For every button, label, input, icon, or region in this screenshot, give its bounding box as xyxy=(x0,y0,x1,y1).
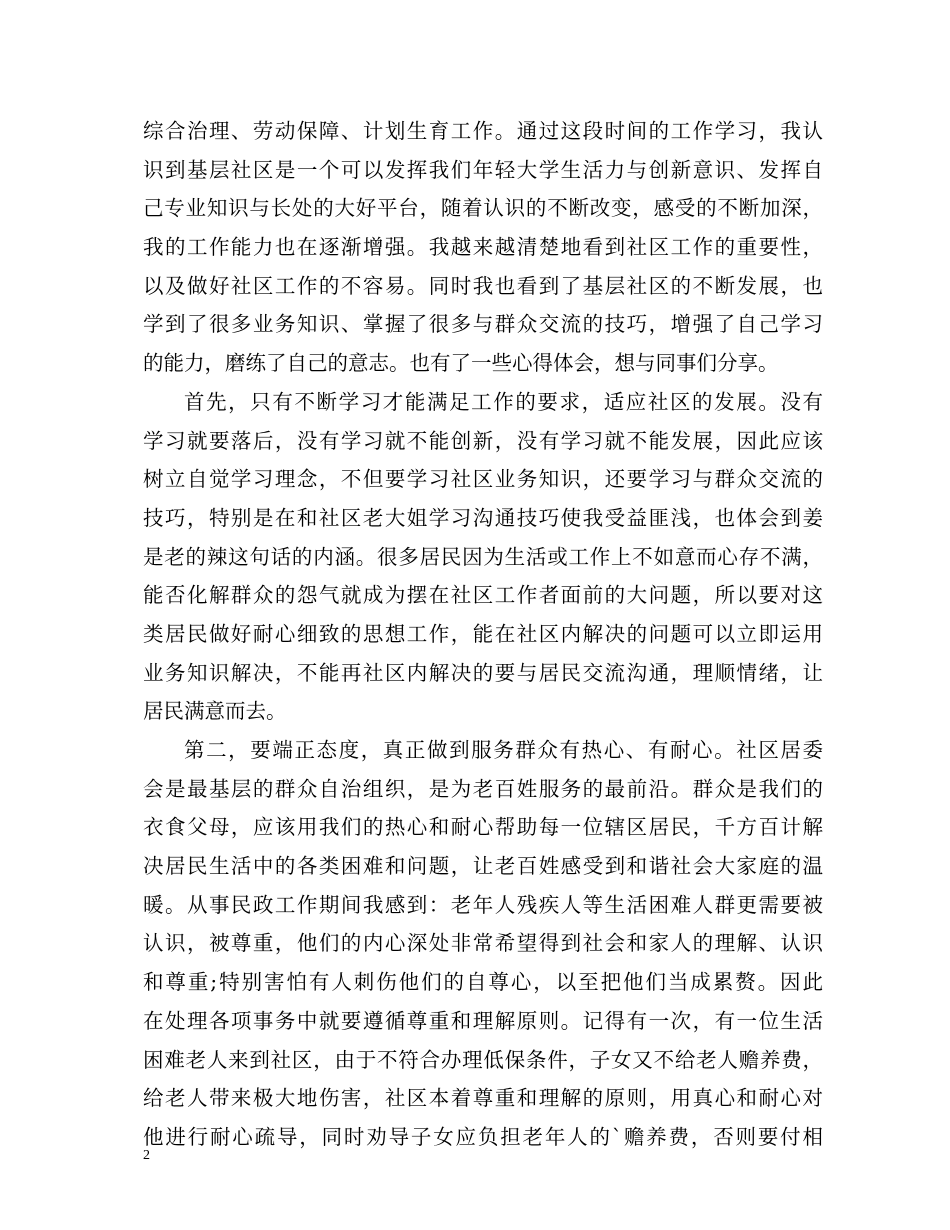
text-line: 能否化解群众的怨气就成为摆在社区工作者面前的大问题，所以要对这 xyxy=(143,583,823,608)
text-line: 己专业知识与长处的大好平台，随着认识的不断改变，感受的不断加深， xyxy=(143,196,823,221)
text-line: 认识，被尊重，他们的内心深处非常希望得到社会和家人的理解、认识 xyxy=(143,931,823,956)
page-number: 2 xyxy=(143,1148,150,1163)
text-line: 综合治理、劳动保障、计划生育工作。通过这段时间的工作学习，我认 xyxy=(143,119,823,143)
body-text xyxy=(143,112,823,1157)
text-line: 暖。从事民政工作期间我感到：老年人残疾人等生活困难人群更需要被 xyxy=(143,892,823,917)
text-line: 学到了很多业务知识、掌握了很多与群众交流的技巧，增强了自己学习 xyxy=(143,312,823,337)
text-line: 在处理各项事务中就要遵循尊重和理解原则。记得有一次，有一位生活 xyxy=(143,1008,823,1033)
text-line: 识到基层社区是一个可以发挥我们年轻大学生活力与创新意识、发挥自 xyxy=(143,157,823,182)
text-line: 衣食父母，应该用我们的热心和耐心帮助每一位辖区居民，千方百计解 xyxy=(143,815,823,840)
text-line: 和尊重;特别害怕有人刺伤他们的自尊心，以至把他们当成累赘。因此 xyxy=(143,970,823,995)
text-line: 给老人带来极大地伤害，社区本着尊重和理解的原则，用真心和耐心对 xyxy=(143,1086,823,1111)
text-line: 居民满意而去。 xyxy=(143,699,287,724)
text-line: 以及做好社区工作的不容易。同时我也看到了基层社区的不断发展，也 xyxy=(143,273,823,298)
text-line: 是老的辣这句话的内涵。很多居民因为生活或工作上不如意而心存不满， xyxy=(143,544,823,569)
text-line: 他进行耐心疏导，同时劝导子女应负担老年人的`赡养费，否则要付相 xyxy=(143,1124,823,1149)
text-line: 困难老人来到社区，由于不符合办理低保条件，子女又不给老人赡养费， xyxy=(143,1047,823,1072)
text-line: 的能力，磨练了自己的意志。也有了一些心得体会，想与同事们分享。 xyxy=(143,351,779,376)
text-line: 类居民做好耐心细致的思想工作，能在社区内解决的问题可以立即运用 xyxy=(143,621,823,646)
text-line: 决居民生活中的各类困难和问题，让老百姓感受到和谐社会大家庭的温 xyxy=(143,854,823,879)
text-line: 我的工作能力也在逐渐增强。我越来越清楚地看到社区工作的重要性， xyxy=(143,235,823,260)
text-line: 首先，只有不断学习才能满足工作的要求，适应社区的发展。没有 xyxy=(184,389,823,414)
text-line: 会是最基层的群众自治组织，是为老百姓服务的最前沿。群众是我们的 xyxy=(143,776,823,801)
text-line: 第二，要端正态度，真正做到服务群众有热心、有耐心。社区居委 xyxy=(184,738,823,762)
text-line: 树立自觉学习理念，不但要学习社区业务知识，还要学习与群众交流的 xyxy=(143,467,823,492)
text-line: 业务知识解决，不能再社区内解决的要与居民交流沟通，理顺情绪，让 xyxy=(143,660,823,685)
text-line: 技巧，特别是在和社区老大姐学习沟通技巧使我受益匪浅，也体会到姜 xyxy=(143,505,823,530)
text-line: 学习就要落后，没有学习就不能创新，没有学习就不能发展，因此应该 xyxy=(143,428,823,453)
